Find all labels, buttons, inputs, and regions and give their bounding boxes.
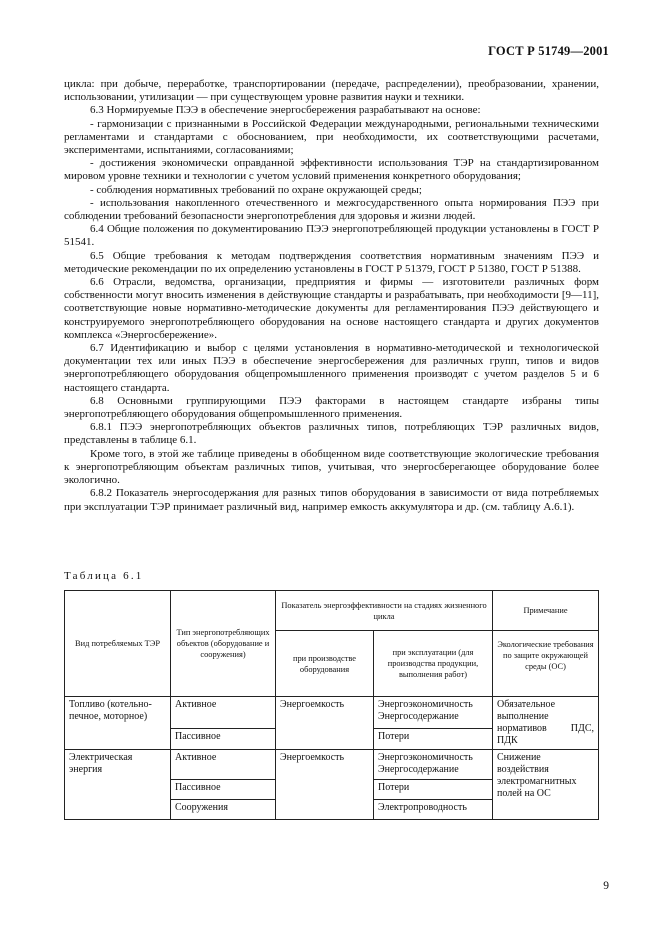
cell-operation-active-fuel	[374, 697, 493, 729]
cell-production-electric: Энергоемкость	[276, 750, 374, 820]
header-operation: при эксплуатации (для производства продукции, выполнения работ)	[374, 631, 493, 697]
cell-operation-passive-electric: Потери	[374, 780, 493, 800]
cell-type-structures: Сооружения	[171, 800, 276, 820]
cell-operation-passive-fuel: Потери	[374, 728, 493, 749]
cell-text: Энергосодержание	[378, 764, 459, 775]
body-text	[64, 78, 599, 514]
page-number: 9	[603, 880, 609, 892]
cell-text: Энергосодержание	[378, 711, 459, 722]
cell-operation-structures-electric: Электропроводность	[374, 800, 493, 820]
cell-resource-fuel: Топливо (котельно-печное, моторное)	[65, 697, 171, 750]
paragraph: цикла: при добыче, переработке, транспортировании (передаче, распределении), преобразовании, хранении, использовании, утилизации — при существующем уровне развития науки и техники.	[64, 78, 599, 104]
header-resource: Вид потребляемых ТЭР	[65, 591, 171, 697]
cell-resource-electric: Электрическая энергия	[65, 750, 171, 820]
cell-type-passive: Пассивное	[171, 780, 276, 800]
paragraph: - достижения экономически оправданной эффективности использования ТЭР на стандартизированном мировом уровне техники и технологии с учетом условий применения конкретного оборудования;	[64, 157, 599, 183]
header-ecology: Экологические требования по защите окружающей среды (ОС)	[493, 631, 599, 697]
cell-note-electric: Снижение воздействия электромагнитных полей на ОС	[493, 750, 599, 820]
paragraph: - использования накопленного отечественного и межгосударственного опыта нормирования ПЭЭ при соблюдении требований безопасности энергопотребления для здоровья и жизни людей.	[64, 196, 599, 223]
table-row	[65, 750, 599, 780]
paragraph: Кроме того, в этой же таблице приведены в обобщенном виде соответствующие экологические требования к энергопотребляющим объектам различных типов, учитывая, что энергосберегающее оборудование более экологично.	[64, 447, 599, 487]
table-caption: Таблица 6.1	[64, 570, 144, 582]
cell-type-active: Активное	[171, 697, 276, 729]
document-header: ГОСТ Р 51749—2001	[488, 44, 609, 58]
header-note: Примечание	[493, 591, 599, 631]
cell-production-fuel: Энергоемкость	[276, 697, 374, 750]
cell-type-active: Активное	[171, 750, 276, 780]
table-6-1	[64, 590, 599, 820]
paragraph: 6.3 Нормируемые ПЭЭ в обеспечение энергосбережения разрабатывают на основе:	[90, 104, 481, 117]
paragraph: - соблюдения нормативных требований по охране окружающей среды;	[90, 183, 422, 196]
header-object-type: Тип энергопотребляющих объектов (оборудование и сооружения)	[171, 591, 276, 697]
paragraph: 6.8.2 Показатель энергосодержания для разных типов оборудования в зависимости от вида потребляемых при эксплуатации ТЭР принимает различный вид, например емкость аккумулятора и др. (см. таблицу А.6.1).	[64, 487, 599, 513]
cell-text: Энергоэкономичность	[378, 752, 473, 763]
cell-text: Энергоэкономичность	[378, 699, 473, 710]
cell-operation-active-electric	[374, 750, 493, 780]
cell-note-fuel: Обязательное выполнение нормативов ПДС, ПДК	[493, 697, 599, 750]
paragraph: 6.8.1 ПЭЭ энергопотребляющих объектов различных типов, потребляющих ТЭР различных видов, представлены в таблице 6.1.	[64, 421, 599, 447]
paragraph: - гармонизации с признанными в Российской Федерации международными, региональными техническими регламентами и стандартами с обоснованием, при необходимости, их соответствующими расчетами, экспериментами, испытаниями, согласованиями;	[64, 117, 599, 157]
cell-type-passive: Пассивное	[171, 728, 276, 749]
table-row	[65, 697, 599, 729]
paragraph: 6.4 Общие положения по документированию ПЭЭ энергопотребляющей продукции установлены в ГОСТ Р 51541.	[64, 223, 599, 249]
paragraph: 6.7 Идентификацию и выбор с целями установления в нормативно-методической и технологической документации тех или иных ПЭЭ в обеспечение энергосбережения для различных групп, типов и видов энергопотребляющего оборудования общепромышленного применения производят с учетом разделов 5 и 6 настоящего стандарта.	[64, 342, 599, 394]
paragraph: 6.5 Общие требования к методам подтверждения соответствия нормативным значениям ПЭЭ и методические рекомендации по их определению установлены в ГОСТ Р 51379, ГОСТ Р 51380, ГОСТ Р 51388.	[64, 249, 599, 275]
paragraph: 6.6 Отрасли, ведомства, организации, предприятия и фирмы — изготовители различных форм собственности могут вносить изменения в действующие стандарты и разрабатывать, при необходимости [9—11], соответствующие новые нормативно-методические документы для регламентирования ПЭЭ действующего и конструируемого энергопотребляющего оборудования на основе настоящего стандарта и других документов комплекса «Энергосбережение».	[64, 276, 599, 341]
paragraph: 6.8 Основными группирующими ПЭЭ факторами в настоящем стандарте избраны типы энергопотребляющего оборудования общепромышленного применения.	[64, 394, 599, 421]
table-header-row	[65, 591, 599, 631]
header-production: при производстве оборудования	[276, 631, 374, 697]
header-indicator-group: Показатель энергоэффективности на стадиях жизненного цикла	[276, 591, 493, 631]
